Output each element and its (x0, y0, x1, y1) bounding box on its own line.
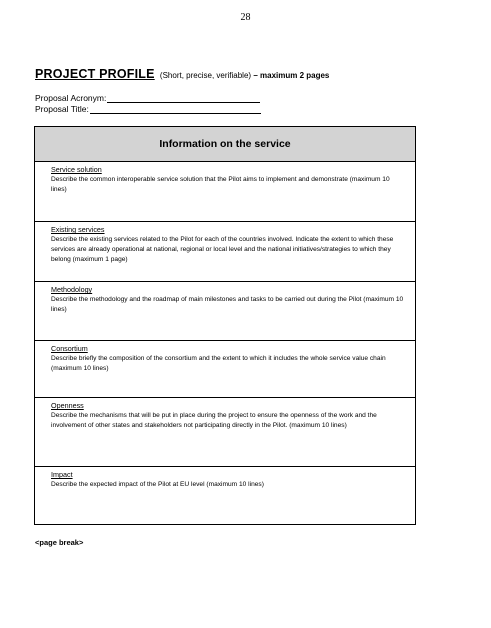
section-title: Consortium (51, 344, 88, 353)
section-impact (35, 467, 415, 525)
section-service-solution (35, 162, 415, 222)
page-limit: maximum 2 pages (260, 71, 330, 80)
section-description: Describe the mechanisms that will be put in place during the project to ensure the openness of the work and the involvement of other states and stakeholders not participating directly in the Pilot. (maximum 10 lines) (51, 412, 377, 429)
proposal-title-field (35, 104, 261, 114)
section-description: Describe the common interoperable service solution that the Pilot aims to implement and demonstrate (maximum 10 lines) (51, 176, 390, 193)
proposal-acronym-field (35, 93, 260, 103)
section-title: Methodology (51, 285, 93, 294)
page-number: 28 (240, 12, 251, 23)
section-description: Describe briefly the composition of the consortium and the extent to which it includes the whole service value chain (maximum 10 lines) (51, 355, 386, 372)
section-description: Describe the methodology and the roadmap of main milestones and tasks to be carried out during the Pilot (maximum 10 lines) (51, 296, 404, 313)
project-profile-heading (35, 67, 329, 81)
proposal-title-label: Proposal Title: (35, 104, 89, 114)
proposal-title-blank (90, 104, 261, 114)
section-consortium (35, 341, 415, 398)
section-title: Openness (51, 401, 84, 410)
section-title: Impact (51, 470, 73, 479)
project-profile-subtitle: (Short, precise, verifiable) (159, 71, 252, 80)
section-description: Describe the expected impact of the Pilot at EU level (maximum 10 lines) (51, 481, 264, 488)
heading-dash: – (253, 71, 258, 80)
section-existing-services (35, 222, 415, 282)
proposal-acronym-label: Proposal Acronym: (35, 93, 107, 103)
table-header: Information on the service (35, 127, 415, 162)
section-title: Service solution (51, 165, 102, 174)
section-openness (35, 398, 415, 467)
project-profile-title: PROJECT PROFILE (35, 67, 155, 81)
section-description: Describe the existing services related to the Pilot for each of the countries involved. Indicate the extent to which these services are already operational at national, regional or local level and the national initiatives/strategies to which they belong (maximum 1 page) (51, 236, 394, 263)
service-information-table (34, 126, 416, 525)
section-methodology (35, 282, 415, 341)
page-break-marker: <page break> (35, 538, 84, 547)
section-title: Existing services (51, 225, 105, 234)
proposal-acronym-blank (107, 93, 260, 103)
